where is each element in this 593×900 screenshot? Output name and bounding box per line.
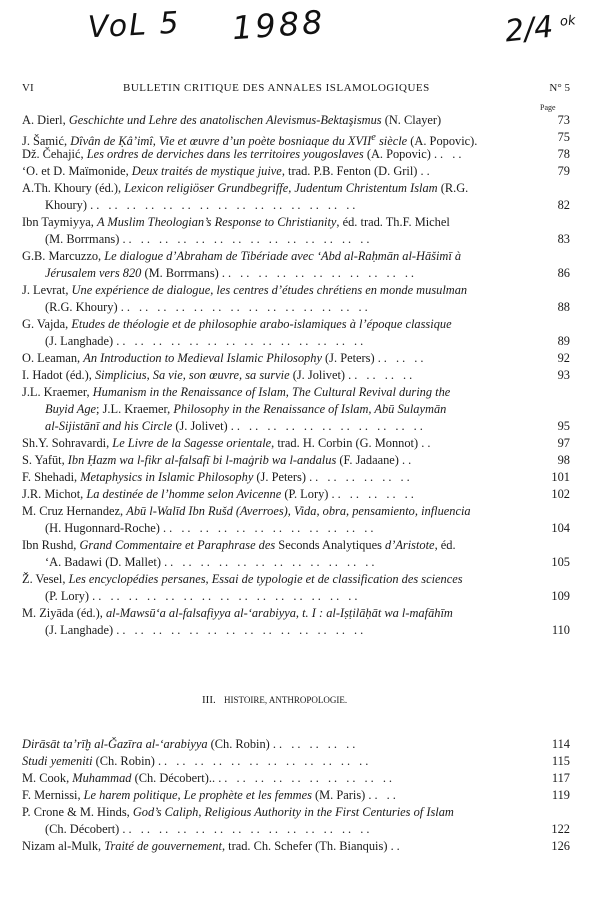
page-number: 92 (557, 351, 570, 365)
page-number: 86 (557, 266, 570, 280)
review-entry-line: Nizam al-Mulk, Traité de gouvernement, trad. Ch. Schefer (Th. Bianquis) .. 126 (22, 839, 570, 853)
review-entry-line: P. Crone & M. Hinds, God’s Caliph, Religious Authority in the First Centuries of Islam (22, 805, 454, 819)
review-entry-line: I. Hadot (éd.), Simplicius, Sa vie, son œuvre, sa survie (J. Jolivet) .. .. .. .. 93 (22, 368, 570, 382)
review-entry (22, 503, 570, 537)
review-entry (22, 129, 570, 149)
page-number: 115 (551, 754, 570, 768)
review-entry-line: O. Leaman, An Introduction to Medieval Islamic Philosophy (J. Peters) .. .. .. 92 (22, 351, 570, 365)
review-entry-line: Ibn Taymiyya, A Muslim Theologian’s Response to Christianity, éd. trad. Th.F. Michel (22, 215, 450, 229)
page-number: 93 (557, 368, 570, 382)
page-number: 88 (557, 300, 570, 314)
review-entry-line: (J. Langhade) .. .. .. .. .. .. .. .. .. .. .. .. .. .. 89 (45, 334, 570, 348)
page-number: 79 (557, 164, 570, 178)
review-entry-line: Studi yemeniti (Ch. Robin) .. .. .. .. .. .. .. .. .. .. .. .. 115 (22, 754, 570, 768)
review-entry-line: (Ch. Décobert) .. .. .. .. .. .. .. .. .. .. .. .. .. .. 122 (45, 822, 570, 836)
page-number: 109 (551, 589, 570, 603)
review-entry-line: Sh.Y. Sohravardi, Le Livre de la Sagesse orientale, trad. H. Corbin (G. Monnot) .. 97 (22, 436, 570, 450)
handwritten-ok-note: ok (559, 13, 577, 30)
review-entry-line: (J. Langhade) .. .. .. .. .. .. .. .. .. .. .. .. .. .. 110 (45, 623, 570, 637)
review-entry-line: M. Cook, Muhammad (Ch. Décobert).. .. .. .. .. .. .. .. .. .. .. 117 (22, 771, 570, 785)
review-entry (22, 435, 570, 452)
review-entry-line: J. Levrat, Une expérience de dialogue, les centres d’études chrétiens en monde musulman (22, 283, 468, 297)
review-entry (22, 248, 570, 282)
review-entry (22, 214, 570, 248)
review-entry-line: (M. Borrmans) .. .. .. .. .. .. .. .. .. .. .. .. .. .. 83 (45, 232, 570, 246)
review-entry-line: (P. Lory) .. .. .. .. .. .. .. .. .. .. .. .. .. .. .. 109 (45, 589, 570, 603)
running-header (22, 82, 570, 98)
page-column-label: Page (540, 103, 556, 112)
page-number: 78 (557, 147, 570, 161)
review-entry (22, 605, 570, 639)
review-entry (22, 180, 570, 214)
review-entry-line: J.L. Kraemer, Humanism in the Renaissance of Islam, The Cultural Revival during the (22, 385, 451, 399)
review-entry-line: F. Mernissi, Le harem politique, Le prophète et les femmes (M. Paris) .. .. 119 (22, 788, 570, 802)
review-entry (22, 838, 570, 855)
page-number: 122 (551, 822, 570, 836)
page-number: 102 (551, 487, 570, 501)
review-entry-line: F. Shehadi, Metaphysics in Islamic Philosophy (J. Peters) .. .. .. .. .. .. 101 (22, 470, 570, 484)
review-entry (22, 787, 570, 804)
page-number: 117 (551, 771, 570, 785)
page-number: 89 (557, 334, 570, 348)
page-number: 73 (557, 113, 570, 127)
issue-number: N° 5 (549, 82, 570, 94)
page-roman-numeral: VI (22, 82, 34, 94)
review-entry-line: Khoury) .. .. .. .. .. .. .. .. .. .. .. .. .. .. .. 82 (45, 198, 570, 212)
review-entry (22, 384, 570, 435)
page-number: 83 (557, 232, 570, 246)
section-title-text: HISTOIRE, ANTHROPOLOGIE. (224, 695, 348, 705)
review-entry-line: J.R. Michot, La destinée de l’homme selon Avicenne (P. Lory) .. .. .. .. .. 102 (22, 487, 570, 501)
review-entry (22, 753, 570, 770)
review-entry-line: M. Ziyāda (éd.), al-Mawsū‘a al-falsafiyya al-‘arabiyya, t. I : al-Iṣṭilāḥāt wa l-mafāhīm (22, 606, 453, 620)
review-entry (22, 770, 570, 787)
review-entry (22, 804, 570, 838)
handwritten-volume-note: VoL 5 (87, 5, 182, 46)
review-entry (22, 112, 570, 129)
review-entry-line: ‘A. Badawi (D. Mallet) .. .. .. .. .. .. .. .. .. .. .. .. 105 (45, 555, 570, 569)
review-entry-line: A.Th. Khoury (éd.), Lexicon religiöser Grundbegriffe, Judentum Christentum Islam (R.G. (22, 181, 469, 195)
review-entry (22, 163, 570, 180)
review-entry-line: Dirāsāt ta’rīḫ al-Ǧazīra al-‘arabiyya (Ch. Robin) .. .. .. .. .. 114 (22, 737, 570, 751)
page-number: 110 (551, 623, 570, 637)
review-entry (22, 571, 570, 605)
review-entry-line: S. Yafūt, Ibn Ḥazm wa l-fikr al-falsafī bi l-maġrib wa l-andalus (F. Jadaane) .. 98 (22, 453, 570, 467)
page-number: 105 (551, 555, 570, 569)
page-number: 82 (557, 198, 570, 212)
review-list-philosophy (22, 112, 570, 639)
review-entry-line: G. Vajda, Etudes de théologie et de philosophie arabo-islamiques à l’époque classique (22, 317, 452, 331)
review-entry (22, 736, 570, 753)
review-entry-line: M. Cruz Hernandez, Abū l-Walīd Ibn Rušd (Averroes), Vida, obra, pensamiento, influencia (22, 504, 471, 518)
handwritten-year-note: 1988 (230, 2, 327, 48)
review-list-history (22, 736, 570, 855)
page-number: 97 (557, 436, 570, 450)
review-entry (22, 282, 570, 316)
page-number: 119 (551, 788, 570, 802)
review-entry-line: G.B. Marcuzzo, Le dialogue d’Abraham de Tibériade avec ‘Abd al-Raḥmān al-Hāšimī à (22, 249, 462, 263)
review-entry-line: Dž. Čehajić, Les ordres de derviches dans les territoires yougoslaves (A. Popovic) .. .. 78 (22, 147, 570, 161)
section-number: III. (202, 694, 216, 706)
page-number: 126 (551, 839, 570, 853)
review-entry (22, 452, 570, 469)
review-entry (22, 367, 570, 384)
review-entry (22, 146, 570, 163)
review-entry (22, 537, 570, 571)
section-heading (202, 694, 347, 706)
review-entry-line: al-Sijistānī and his Circle (J. Jolivet) .. .. .. .. .. .. .. .. .. .. .. 95 (45, 419, 570, 433)
review-entry (22, 350, 570, 367)
page-number: 98 (557, 453, 570, 467)
review-entry-line: A. Dierl, Geschichte und Lehre des anatolischen Alevismus-Bektaşismus (N. Clayer) 73 (22, 113, 570, 127)
review-entry-line: J. Šamić, Dîvân de Ḳâ’imî, Vie et œuvre d’un poète bosniaque du XVIIe siècle (A. Popovic). 75 (22, 130, 570, 149)
review-entry-line: Ibn Rushd, Grand Commentaire et Paraphrase des Seconds Analytiques d’Aristote, éd. (22, 538, 456, 552)
review-entry-line: (R.G. Khoury) .. .. .. .. .. .. .. .. .. .. .. .. .. .. 88 (45, 300, 570, 314)
review-entry-line: Buyid Age; J.L. Kraemer, Philosophy in the Renaissance of Islam, Abū Sulaymān (45, 402, 447, 416)
page-number: 75 (557, 130, 570, 144)
review-entry-line: Ž. Vesel, Les encyclopédies persanes, Essai de typologie et de classification des sciences (22, 572, 463, 586)
page-number: 104 (551, 521, 570, 535)
review-entry (22, 316, 570, 350)
review-entry (22, 486, 570, 503)
page-number: 114 (551, 737, 570, 751)
review-entry (22, 469, 570, 486)
review-entry-line: ‘O. et D. Maïmonide, Deux traités de mystique juive, trad. P.B. Fenton (D. Gril) .. 79 (22, 164, 570, 178)
review-entry-line: Jérusalem vers 820 (M. Borrmans) .. .. .. .. .. .. .. .. .. .. .. 86 (45, 266, 570, 280)
review-entry-line: (H. Hugonnard-Roche) .. .. .. .. .. .. .. .. .. .. .. .. 104 (45, 521, 570, 535)
handwritten-fraction-note: 2/4 (503, 9, 555, 50)
page-number: 95 (557, 419, 570, 433)
journal-title: BULLETIN CRITIQUE DES ANNALES ISLAMOLOGIQUES (123, 82, 430, 94)
page-number: 101 (551, 470, 570, 484)
